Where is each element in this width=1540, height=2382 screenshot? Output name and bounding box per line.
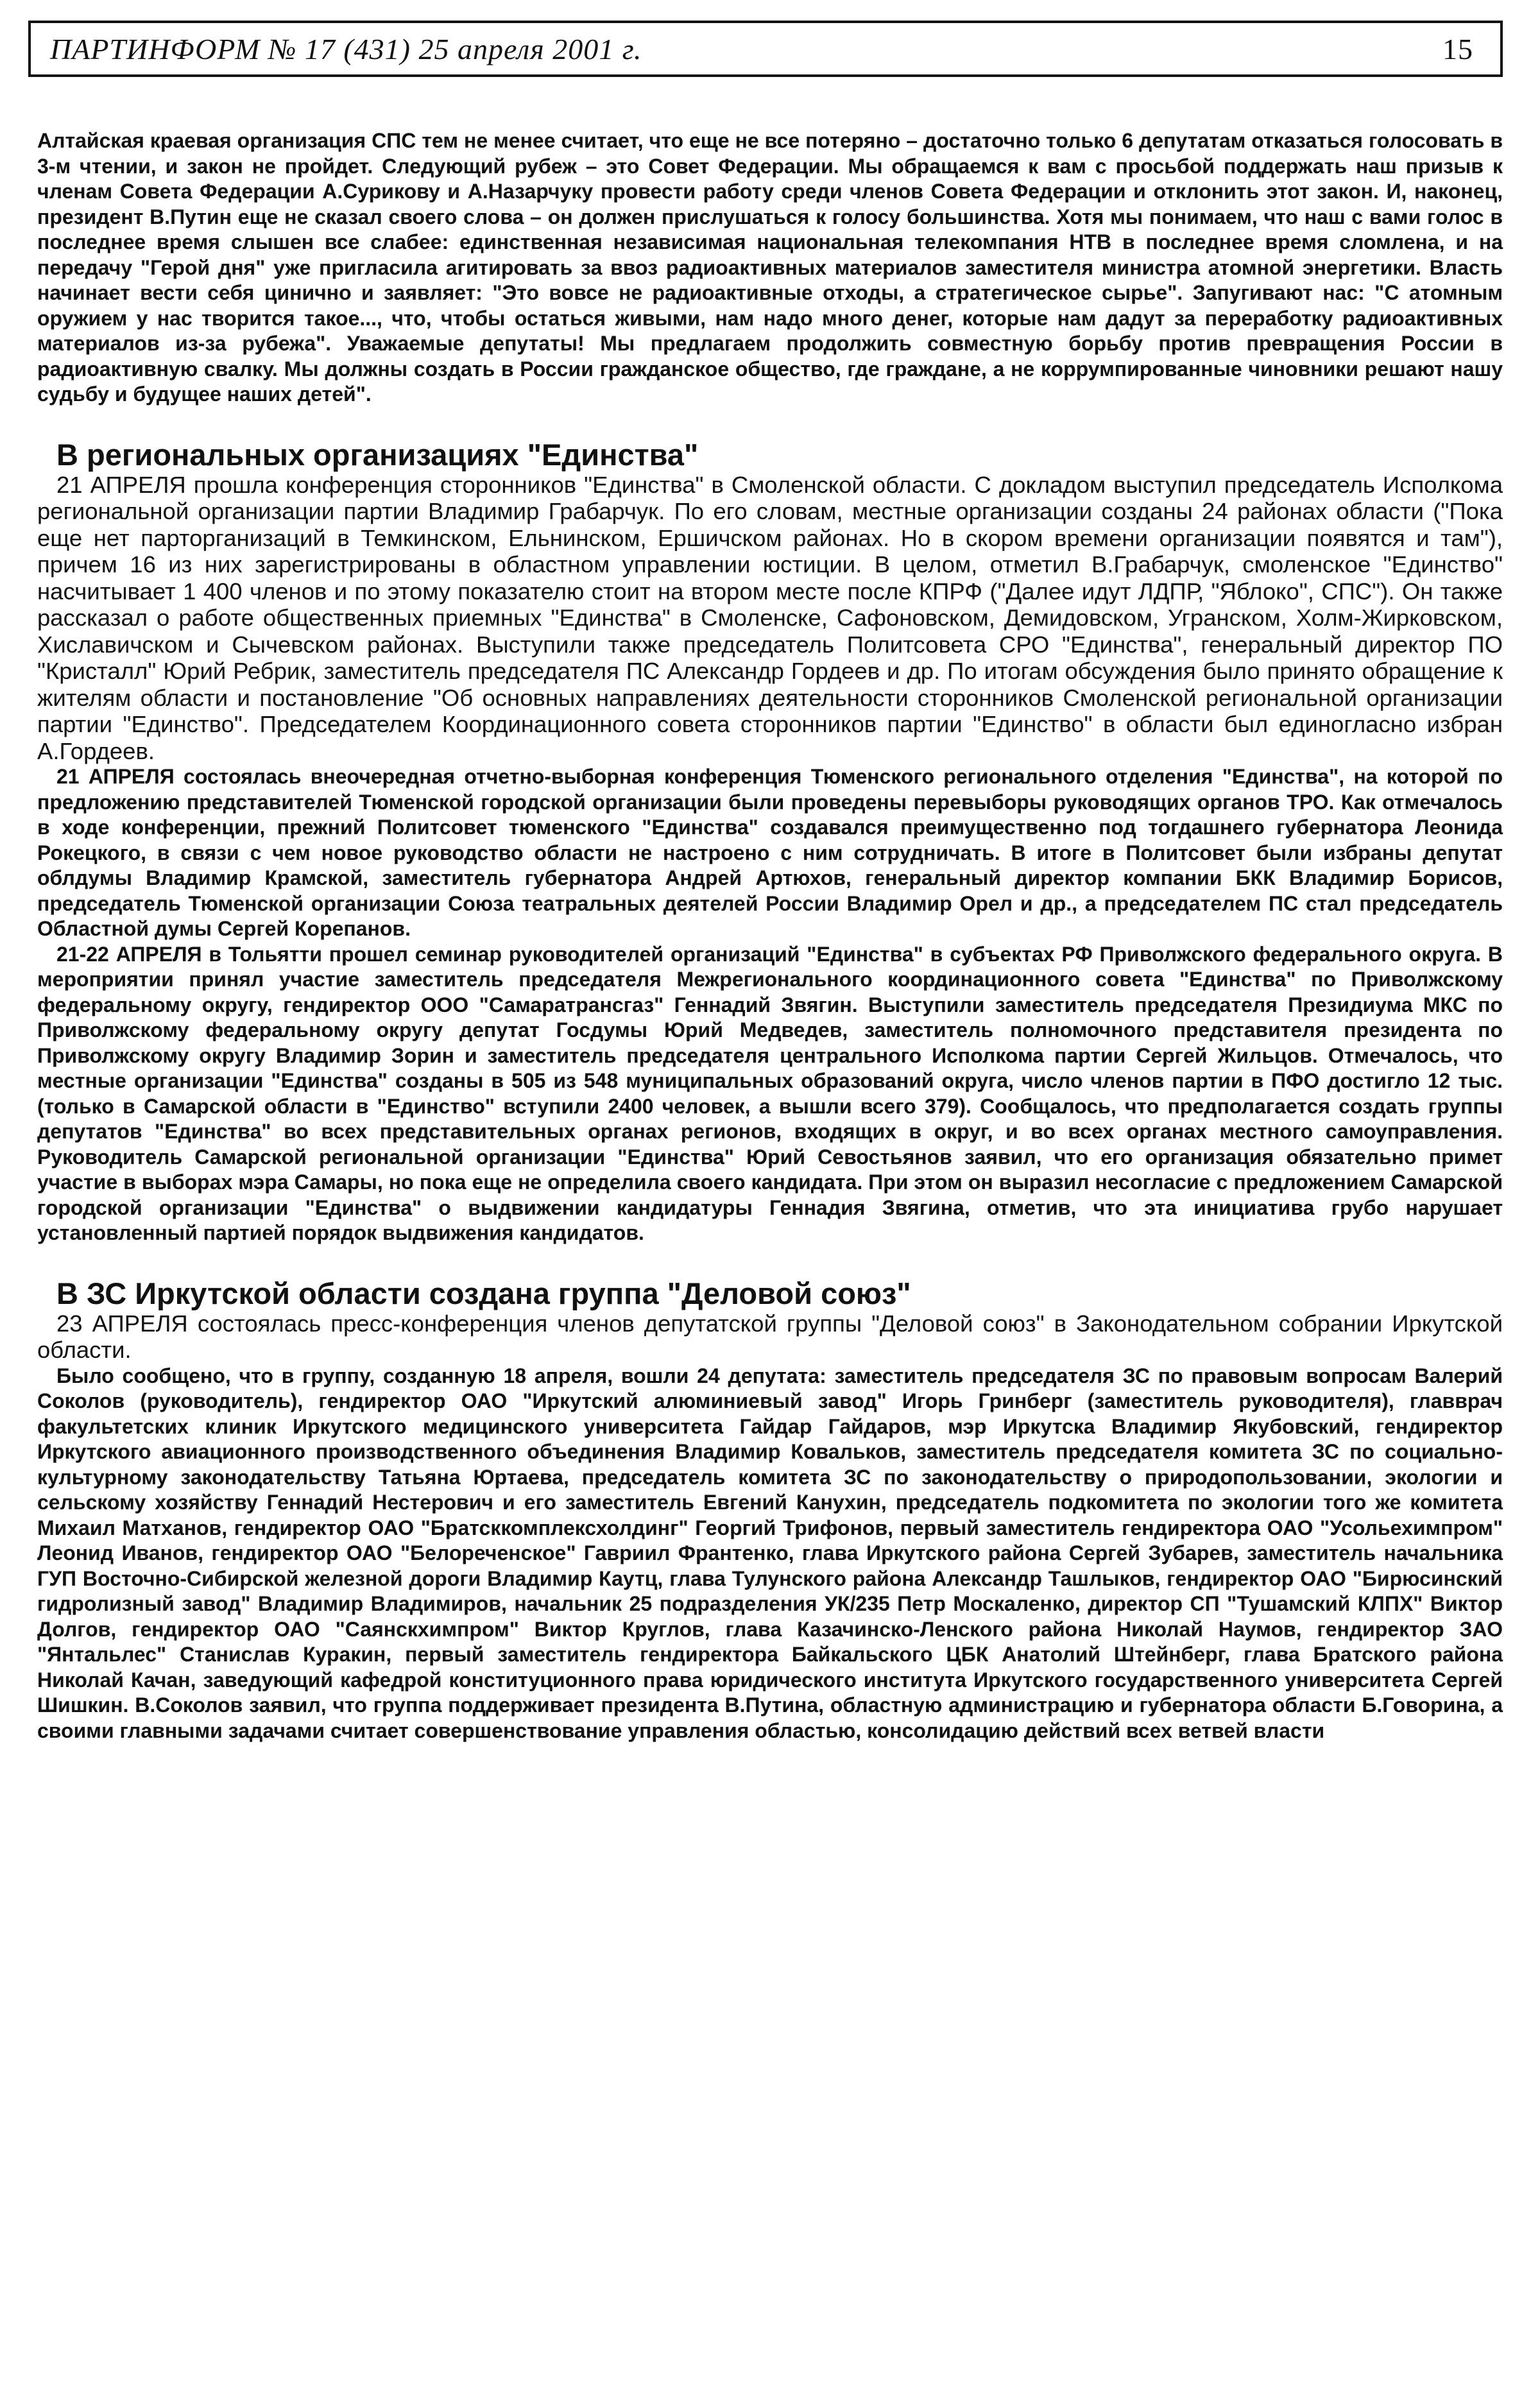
issue-title: ПАРТИНФОРМ № 17 (431) 25 апреля 2001 г. [50, 32, 642, 65]
intro-paragraph: Алтайская краевая организация СПС тем не менее считает, что еще не все потеряно – достаточно только 6 депутатам отказаться голосовать в 3-м чтении, и закон не пройдет. Следующий рубеж – это Совет Федерации. Мы обращаемся к вам с просьбой поддержать наш призыв к членам Совета Федерации А.Сурикову и А.Назарчуку провести работу среди членов Совета Федерации и отклонить этот закон. И, наконец, президент В.Путин еще не сказал своего слова – он должен прислушаться к голосу большинства. Хотя мы понимаем, что наш с вами голос в последнее время слышен все слабее: единственная независимая национальная телекомпания НТВ в последнее время сломлена, и на передачу "Герой дня" уже пригласила агитировать за ввоз радиоактивных материалов заместителя министра атомной энергетики. Власть начинает вести себя цинично и заявляет: "Это вовсе не радиоактивные отходы, а стратегическое сырье". Запугивают нас: "С атомным оружием у нас творится такое..., что, чтобы остаться живыми, нам надо много денег, которые нам дадут за переработку радиоактивных материалов из-за рубежа". Уважаемые депутаты! Мы предлагаем продолжить совместную борьбу против превращения России в радиоактивную свалку. Мы должны создать в России гражданское общество, где граждане, а не коррумпированные чиновники решают нашу судьбу и будущее наших детей". [37, 129, 1503, 406]
group-members-paragraph: Было сообщено, что в группу, созданную 18 апреля, вошли 24 депутата: заместитель председателя ЗС по правовым вопросам Валерий Соколов (руководитель), гендиректор ОАО "Иркутский алюминиевый завод" Игорь Гринберг (заместитель руководителя), главврач факультетских клиник Иркутского медицинского университета Гайдар Гайдаров, мэр Иркутска Владимир Якубовский, гендиректор Иркутского авиационного производственного объединения Владимир Ковальков, заместитель председателя комитета ЗС по социально-культурному законодательству Татьяна Юртаева, председатель комитета ЗС по законодательству о природопользовании, экологии и сельскому хозяйству Геннадий Нестерович и его заместитель Евгений Канухин, председатель подкомитета по экологии того же комитета Михаил Матханов, гендиректор ОАО "Братсккомплексхолдинг" Георгий Трифонов, первый заместитель гендиректора ОАО "Усольехимпром" Леонид Иванов, гендиректор ОАО "Белореченское" Гавриил Франтенко, глава Иркутского района Сергей Зубарев, заместитель начальника ГУП Восточно-Сибирской железной дороги Владимир Каутц, глава Тулунского района Александр Ташлыков, гендиректор ОАО "Бирюсинский гидролизный завод" Владимир Владимиров, начальник 25 подразделения УК/235 Петр Москаленко, директор СП "Тушамский КЛПХ" Виктор Долгов, гендиректор ОАО "Саянскхимпром" Виктор Круглов, глава Казачинско-Ленского района Николай Наумов, гендиректор ЗАО "Янтальлес" Станислав Куракин, первый заместитель гендиректора Байкальского ЦБК Анатолий Штейнберг, глава Братского района Николай Качан, заведующий кафедрой конституционного права юридического института Иркутского государственного университета Сергей Шишкин. В.Соколов заявил, что группа поддерживает президента В.Путина, областную администрацию и губернатора области Б.Говорина, а своими главными задачами считает совершенствование управления областью, консолидацию действий всех ветвей власти [37, 1364, 1503, 1742]
section-heading-irkutsk: В ЗС Иркутской области создана группа "Деловой союз" [56, 1276, 911, 1310]
spacer [37, 407, 1503, 438]
tyumen-paragraph: 21 АПРЕЛЯ состоялась внеочередная отчетно-выборная конференция Тюменского регионального отделения "Единства", на которой по предложению представителей Тюменской городской организации были проведены перевыборы руководящих органов ТРО. Как отмечалось в ходе конференции, прежний Политсовет тюменского "Единства" создавался преимущественно под тогдашнего губернатора Леонида Рокецкого, в связи с чем новое руководство области не настроено с ним сотрудничать. В итоге в Политсовет были избраны депутат облдумы Владимир Крамской, заместитель губернатора Андрей Артюхов, генеральный директор компании БКК Владимир Борисов, председатель Тюменской организации Союза театральных деятелей России Владимир Орел и др., а председателем ПС стал председатель Областной думы Сергей Корепанов. [37, 765, 1503, 940]
togliatti-paragraph: 21-22 АПРЕЛЯ в Тольятти прошел семинар руководителей организаций "Единства" в субъектах РФ Приволжского федерального округа. В мероприятии принял участие заместитель председателя Межрегионального координационного совета "Единства" по Приволжскому федеральному округу, гендиректор ООО "Самаратрансгаз" Геннадий Звягин. Выступили заместитель председателя Президиума МКС по Приволжскому федеральному округу депутат Госдумы Юрий Медведев, заместитель полномочного представителя президента по Приволжскому округу Владимир Зорин и заместитель председателя центрального Исполкома партии Сергей Жильцов. Отмечалось, что местные организации "Единства" созданы в 505 из 548 муниципальных образований округа, число членов партии в ПФО достигло 12 тыс. (только в Самарской области в "Единство" вступили 2400 человек, а вышли всего 379). Сообщалось, что предполагается создать группы депутатов "Единства" во всех представительных органах регионов, входящих в округ, и во всех органах местного самоуправления. Руководитель Самарской региональной организации "Единства" Юрий Севостьянов заявил, что его организация обязательно примет участие в выборах мэра Самары, но пока еще не определила своего кандидата. При этом он выразил несогласие с предложением Самарской городской организации "Единства" о выдвижении кандидатуры Геннадия Звягина, отметив, что эта инициатива грубо нарушает установленный партией порядок выдвижения кандидатов. [37, 942, 1503, 1244]
page-number: 15 [1442, 32, 1473, 65]
spacer [37, 1246, 1503, 1277]
press-conference-paragraph: 23 АПРЕЛЯ состоялась пресс-конференция членов депутатской группы "Деловой союз" в Законодательном собрании Иркутской области. [37, 1310, 1503, 1363]
section-heading-regional: В региональных организациях "Единства" [56, 437, 699, 472]
article-body [37, 128, 1503, 1744]
page-header [28, 21, 1503, 77]
smolensk-paragraph: 21 АПРЕЛЯ прошла конференция сторонников "Единства" в Смоленской области. С докладом выступил председатель Исполкома региональной организации партии Владимир Грабарчук. По его словам, местные организации созданы 24 районах области ("Пока еще нет парторганизаций в Темкинском, Ельнинском, Ершичском районах. Но в скором времени организации появятся и там"), причем 16 из них зарегистрированы в областном управлении юстиции. В целом, отметил В.Грабарчук, смоленское "Единство" насчитывает 1 400 членов и по этому показателю стоит на втором месте после КПРФ ("Далее идут ЛДПР, "Яблоко", СПС"). Он также рассказал о работе общественных приемных "Единства" в Смоленске, Сафоновском, Демидовском, Угранском, Холм-Жирковском, Хиславичском и Сычевском районах. Выступили также председатель Политсовета СРО "Единства", генеральный директор ПО "Кристалл" Юрий Ребрик, заместитель председателя ПС Александр Гордеев и др. По итогам обсуждения было принято обращение к жителям области и постановление "Об основных направлениях деятельности сторонников Смоленской региональной организации партии "Единство". Председателем Координационного совета сторонников партии "Единство" в области был единогласно избран А.Гордеев. [37, 471, 1503, 764]
